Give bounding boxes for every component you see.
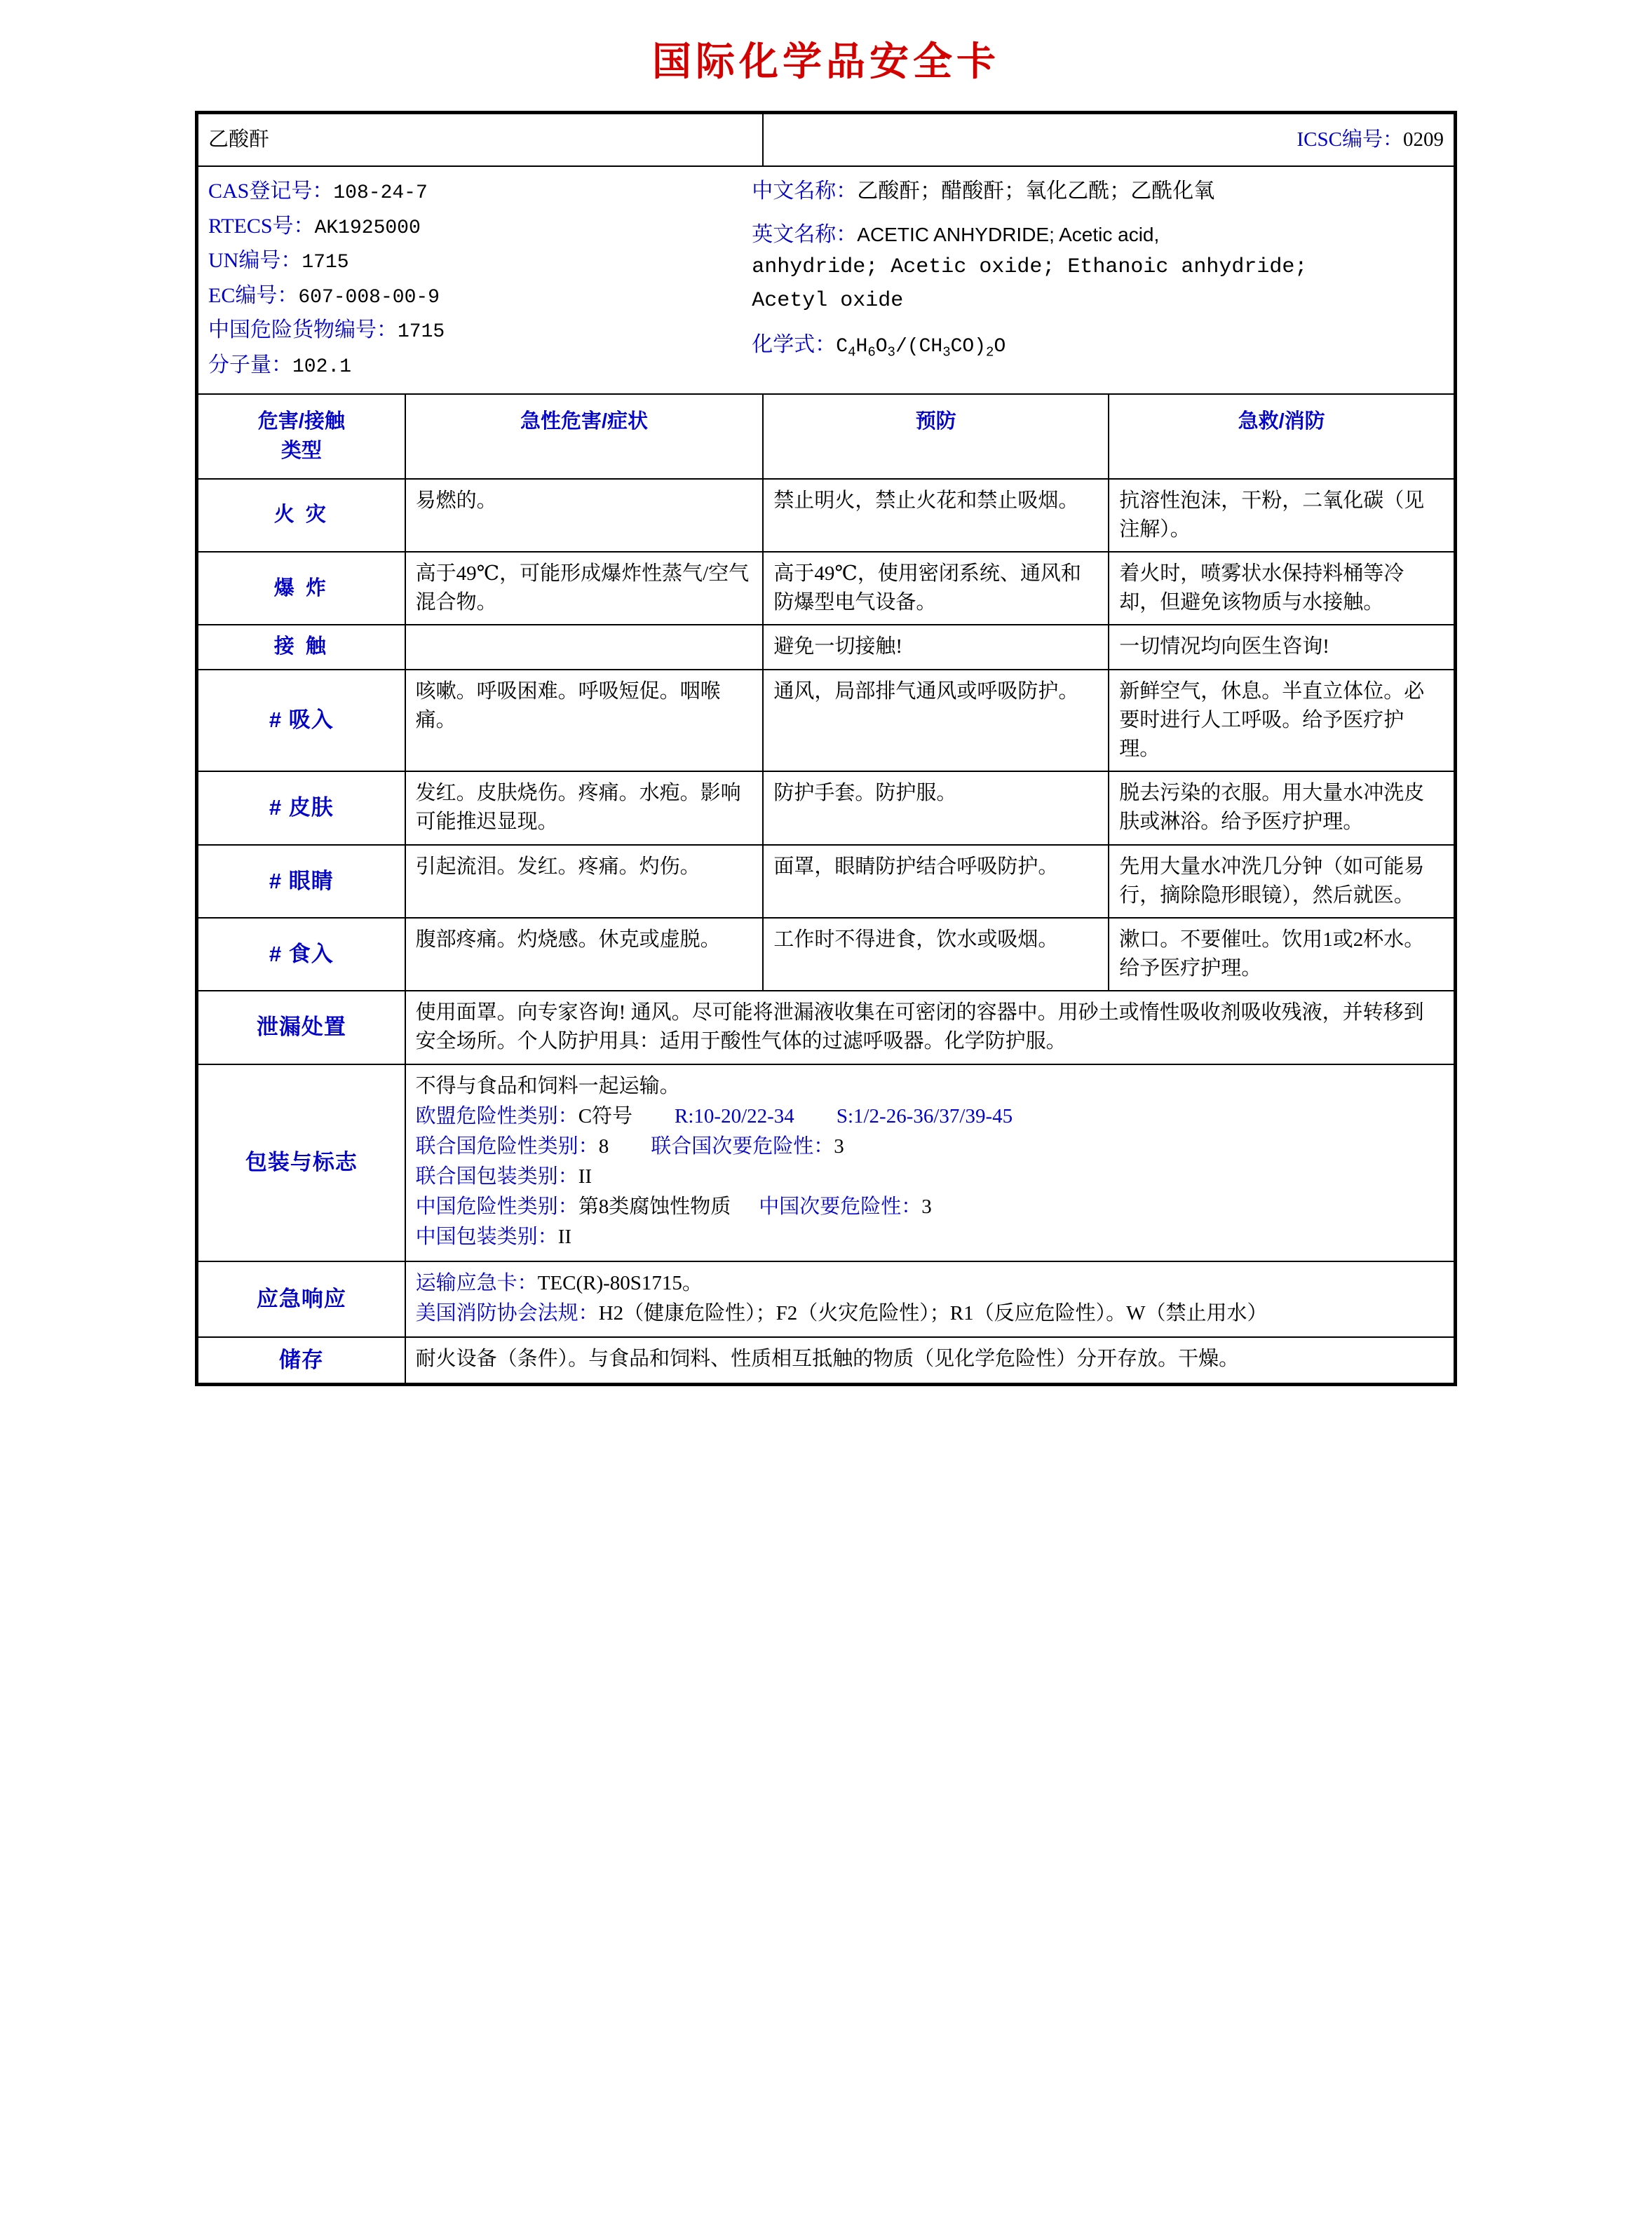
ingestion-acute: 腹部疼痛。灼烧感。休克或虚脱。 <box>405 918 764 991</box>
transport-card-label: 运输应急卡： <box>415 1271 538 1294</box>
row-label-eyes: # 眼睛 <box>198 845 405 918</box>
ec-value: 607-008-00-9 <box>298 286 440 309</box>
icsc-label: ICSC编号： <box>1296 128 1403 151</box>
cn-subrisk-label: 中国次要危险性： <box>759 1195 922 1219</box>
un-class-value: 8 <box>598 1134 609 1158</box>
eu-s-phrases: S:1/2-26-36/37/39-45 <box>836 1104 1013 1127</box>
rtecs-line <box>208 210 745 244</box>
skin-acute: 发红。皮肤烧伤。疼痛。水疱。影响可能推迟显现。 <box>405 771 764 844</box>
packaging-block <box>405 1064 1454 1261</box>
rtecs-value: AK1925000 <box>314 217 421 239</box>
nfpa-value: H2（健康危险性）；F2（火灾危险性）；R1（反应危险性）。W（禁止用水） <box>598 1301 1268 1324</box>
cn-name-value: 乙酸酐；醋酸酐；氧化乙酰；乙酰化氧 <box>857 179 1215 203</box>
eyes-prevention: 面罩，眼睛防护结合呼吸防护。 <box>763 845 1109 918</box>
en-name-value-1: ACETIC ANHYDRIDE; Acetic acid, <box>857 223 1160 245</box>
row-label-explosion: 爆 炸 <box>198 552 405 625</box>
row-label-ingestion: # 食入 <box>198 918 405 991</box>
formula-value: $C_4H_6O_3/(CH_3CO)_2O$ <box>836 335 1006 360</box>
icsc-number-cell <box>763 114 1454 166</box>
col-header-firstaid: 急救/消防 <box>1109 394 1454 478</box>
ingestion-prevention: 工作时不得进食，饮水或吸烟。 <box>763 918 1109 991</box>
emergency-row <box>198 1261 1454 1337</box>
exposure-firstaid: 一切情况均向医生咨询! <box>1109 625 1454 669</box>
en-name-label: 英文名称： <box>752 222 858 246</box>
icsc-card <box>195 111 1457 1386</box>
packaging-row <box>198 1064 1454 1261</box>
un-line <box>208 245 745 278</box>
col-header-acute: 急性危害/症状 <box>405 394 764 478</box>
spill-text: 使用面罩。向专家咨询! 通风。尽可能将泄漏液收集在可密闭的容器中。用砂土或惰性吸收剂吸收残液，并转移到安全场所。个人防护用具：适用于酸性气体的过滤呼吸器。化学防护服。 <box>405 991 1454 1064</box>
packaging-line0: 不得与食品和饲料一起运输。 <box>415 1074 680 1097</box>
storage-row <box>198 1337 1454 1383</box>
un-value: 1715 <box>302 252 349 274</box>
exposure-acute <box>405 625 764 669</box>
identification-block <box>198 166 1454 394</box>
packaging-un-class-line <box>416 1132 1444 1161</box>
table-row <box>198 771 1454 844</box>
emergency-block <box>405 1261 1454 1337</box>
formula-line <box>752 329 1444 363</box>
eu-class-value: C符号 <box>578 1104 633 1127</box>
col-header-hazard-type-line2: 类型 <box>280 439 322 462</box>
packaging-cn-class-line <box>416 1193 1444 1221</box>
row-label-packaging: 包装与标志 <box>198 1064 405 1261</box>
inhalation-acute: 咳嗽。呼吸困难。呼吸短促。咽喉痛。 <box>405 670 764 772</box>
icsc-number: 0209 <box>1403 128 1444 151</box>
col-header-hazard-type <box>198 394 405 478</box>
cn-pack-value: II <box>557 1226 572 1249</box>
packaging-eu-line <box>416 1102 1444 1131</box>
transport-card-value: TEC(R)-80S1715。 <box>537 1271 703 1294</box>
substance-name: 乙酸酐 <box>198 114 763 166</box>
row-label-exposure: 接 触 <box>198 625 405 669</box>
explosion-prevention: 高于49℃，使用密闭系统、通风和防爆型电气设备。 <box>763 552 1109 625</box>
col-header-prevention: 预防 <box>763 394 1109 478</box>
un-pack-label: 联合国包装类别： <box>415 1165 578 1188</box>
eu-class-label: 欧盟危险性类别： <box>415 1104 578 1127</box>
cn-dangerous-line <box>208 314 745 348</box>
cn-name-line <box>752 175 1444 208</box>
table-row <box>198 670 1454 772</box>
row-label-spill: 泄漏处置 <box>198 991 405 1064</box>
un-subrisk-value: 3 <box>834 1134 844 1158</box>
spill-row <box>198 991 1454 1064</box>
row-label-skin: # 皮肤 <box>198 771 405 844</box>
en-name-value-2: anhydride; Acetic oxide; Ethanoic anhydride; <box>752 255 1308 280</box>
mw-value: 102.1 <box>292 355 352 378</box>
cas-value: 108-24-7 <box>333 182 428 205</box>
cn-dangerous-value: 1715 <box>398 321 445 344</box>
emergency-transport-line <box>416 1269 1444 1298</box>
formula-label: 化学式： <box>752 332 837 356</box>
row-label-fire: 火 灾 <box>198 479 405 552</box>
col-header-hazard-type-line1: 危害/接触 <box>257 410 345 433</box>
un-pack-value: II <box>578 1165 593 1188</box>
card-header-row <box>198 114 1454 166</box>
table-row <box>198 479 1454 552</box>
fire-firstaid: 抗溶性泡沫，干粉，二氧化碳（见注解）。 <box>1109 479 1454 552</box>
table-row <box>198 845 1454 918</box>
eu-r-phrases: R:10-20/22-34 <box>675 1104 794 1127</box>
cas-label: CAS登记号： <box>208 179 334 203</box>
un-label: UN编号： <box>208 249 302 273</box>
packaging-un-pack-line <box>416 1163 1444 1191</box>
emergency-nfpa-line <box>416 1299 1444 1328</box>
cn-pack-label: 中国包装类别： <box>415 1226 558 1249</box>
explosion-firstaid: 着火时，喷雾状水保持料桶等冷却，但避免该物质与水接触。 <box>1109 552 1454 625</box>
ec-line <box>208 280 745 313</box>
icsc-table <box>197 113 1455 1384</box>
fire-acute: 易燃的。 <box>405 479 764 552</box>
identification-row <box>198 166 1454 394</box>
cn-class-label: 中国危险性类别： <box>415 1195 578 1219</box>
table-row <box>198 918 1454 991</box>
table-row <box>198 625 1454 669</box>
identification-right <box>752 175 1444 384</box>
skin-firstaid: 脱去污染的衣服。用大量水冲洗皮肤或淋浴。给予医疗护理。 <box>1109 771 1454 844</box>
column-header-row <box>198 394 1454 478</box>
page-title: 国际化学品安全卡 <box>652 39 1000 83</box>
inhalation-prevention: 通风，局部排气通风或呼吸防护。 <box>763 670 1109 772</box>
table-row <box>198 552 1454 625</box>
packaging-cn-pack-line <box>416 1223 1444 1252</box>
storage-text: 耐火设备（条件）。与食品和饲料、性质相互抵触的物质（见化学危险性）分开存放。干燥。 <box>405 1337 1454 1383</box>
identification-left <box>208 175 752 384</box>
row-label-emergency: 应急响应 <box>198 1261 405 1337</box>
eyes-acute: 引起流泪。发红。疼痛。灼伤。 <box>405 845 764 918</box>
fire-prevention: 禁止明火，禁止火花和禁止吸烟。 <box>763 479 1109 552</box>
ec-label: EC编号： <box>208 283 299 307</box>
explosion-acute: 高于49℃，可能形成爆炸性蒸气/空气混合物。 <box>405 552 764 625</box>
mw-line <box>208 349 745 383</box>
eyes-firstaid: 先用大量水冲洗几分钟（如可能易行，摘除隐形眼镜），然后就医。 <box>1109 845 1454 918</box>
exposure-prevention: 避免一切接触! <box>763 625 1109 669</box>
cn-dangerous-label: 中国危险货物编号： <box>208 318 398 342</box>
ingestion-firstaid: 漱口。不要催吐。饮用1或2杯水。给予医疗护理。 <box>1109 918 1454 991</box>
cn-subrisk-value: 3 <box>921 1195 932 1219</box>
rtecs-label: RTECS号： <box>208 214 315 238</box>
inhalation-firstaid: 新鲜空气，休息。半直立体位。必要时进行人工呼吸。给予医疗护理。 <box>1109 670 1454 772</box>
cn-name-label: 中文名称： <box>752 179 858 203</box>
cn-class-value: 第8类腐蚀性物质 <box>578 1195 731 1219</box>
skin-prevention: 防护手套。防护服。 <box>763 771 1109 844</box>
nfpa-label: 美国消防协会法规： <box>415 1301 599 1324</box>
en-name-value-3: Acetyl oxide <box>752 288 904 313</box>
un-subrisk-label: 联合国次要危险性： <box>651 1134 834 1158</box>
page <box>0 31 1652 1386</box>
mw-label: 分子量： <box>208 353 292 377</box>
un-class-label: 联合国危险性类别： <box>415 1134 599 1158</box>
en-name-line <box>752 219 1444 251</box>
cas-line <box>208 175 745 209</box>
row-label-inhalation: # 吸入 <box>198 670 405 772</box>
row-label-storage: 储存 <box>198 1337 405 1383</box>
